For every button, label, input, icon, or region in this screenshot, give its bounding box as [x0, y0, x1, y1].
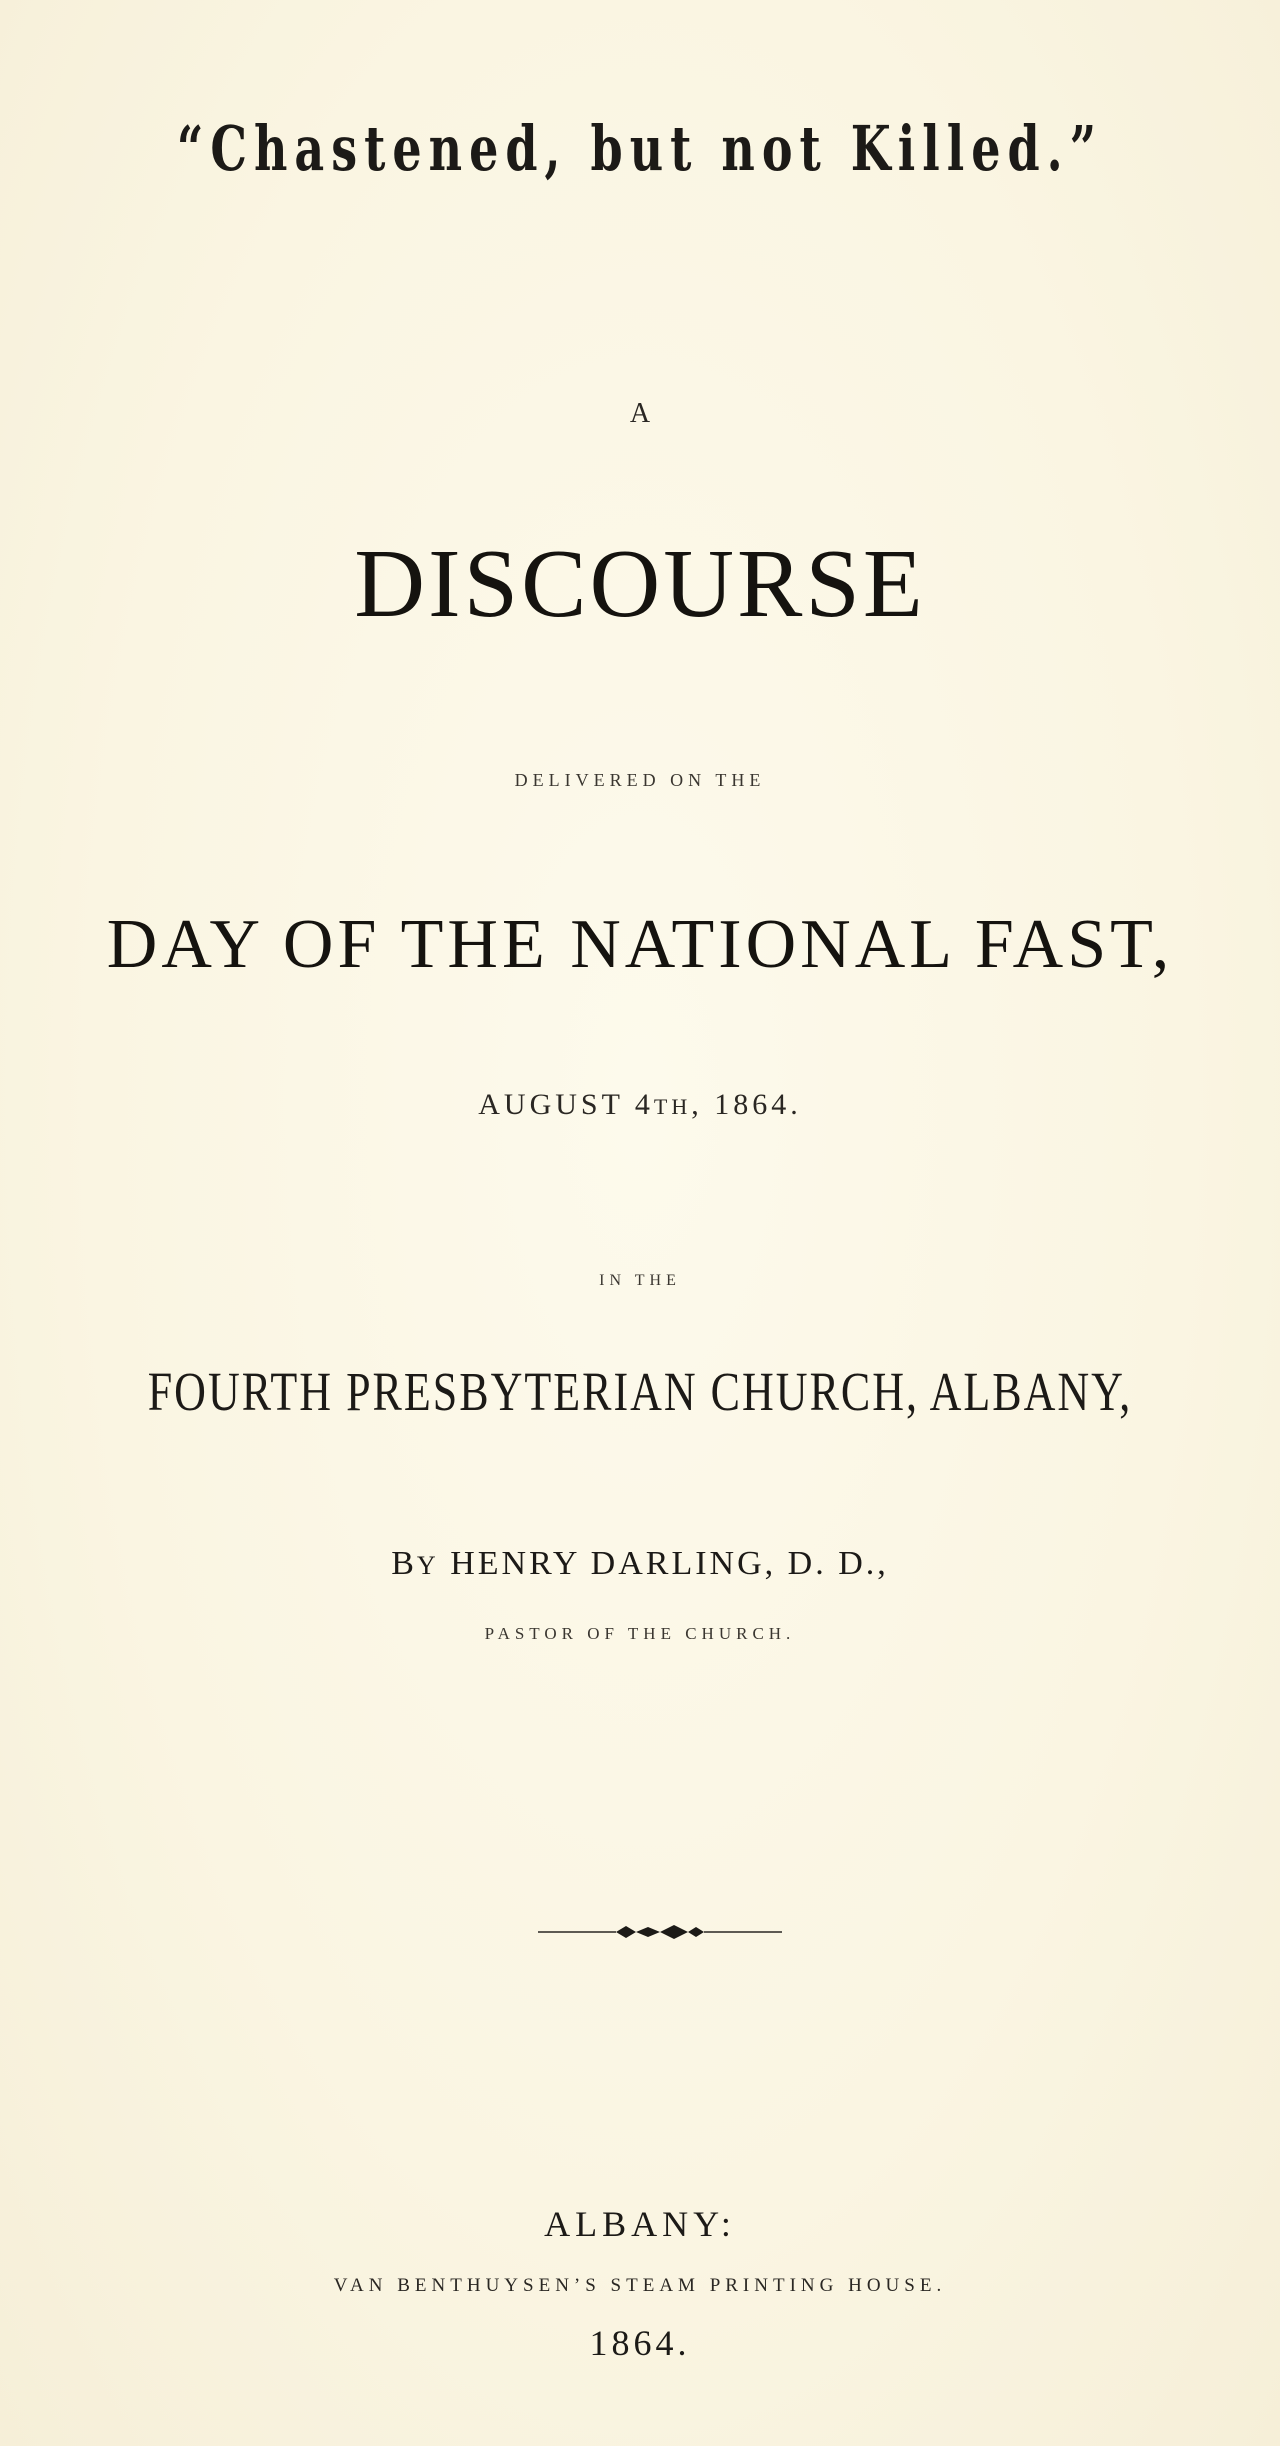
date-suffix: TH [653, 1094, 692, 1119]
delivered-on-line: DELIVERED ON THE [514, 770, 766, 790]
date-line [0, 1088, 1280, 1122]
author-prefix: B [391, 1545, 417, 1582]
occasion-title: DAY OF THE NATIONAL FAST, [106, 906, 1174, 983]
church-name: FOURTH PRESBYTERIAN CHURCH, ALBANY, [147, 1361, 1133, 1423]
imprint-city: ALBANY: [544, 2204, 736, 2244]
main-title: DISCOURSE [354, 530, 926, 638]
motto: “Chastened, but not Killed.” [176, 112, 1104, 185]
imprint-year: 1864. [589, 2323, 691, 2363]
rule-with-diamonds-ornament [530, 1912, 790, 1952]
imprint-printer: VAN BENTHUYSEN’S STEAM PRINTING HOUSE. [333, 2275, 947, 2296]
author-prefix-small: Y [416, 1551, 439, 1580]
article-a: A [629, 398, 651, 429]
in-the-line: IN THE [599, 1272, 681, 1289]
author-role: PASTOR OF THE CHURCH. [484, 1624, 796, 1643]
author-name: HENRY DARLING, D. D., [438, 1545, 889, 1582]
author-line [0, 1545, 1280, 1583]
date-year: , 1864. [691, 1088, 802, 1121]
date-main: AUGUST 4 [478, 1088, 654, 1121]
